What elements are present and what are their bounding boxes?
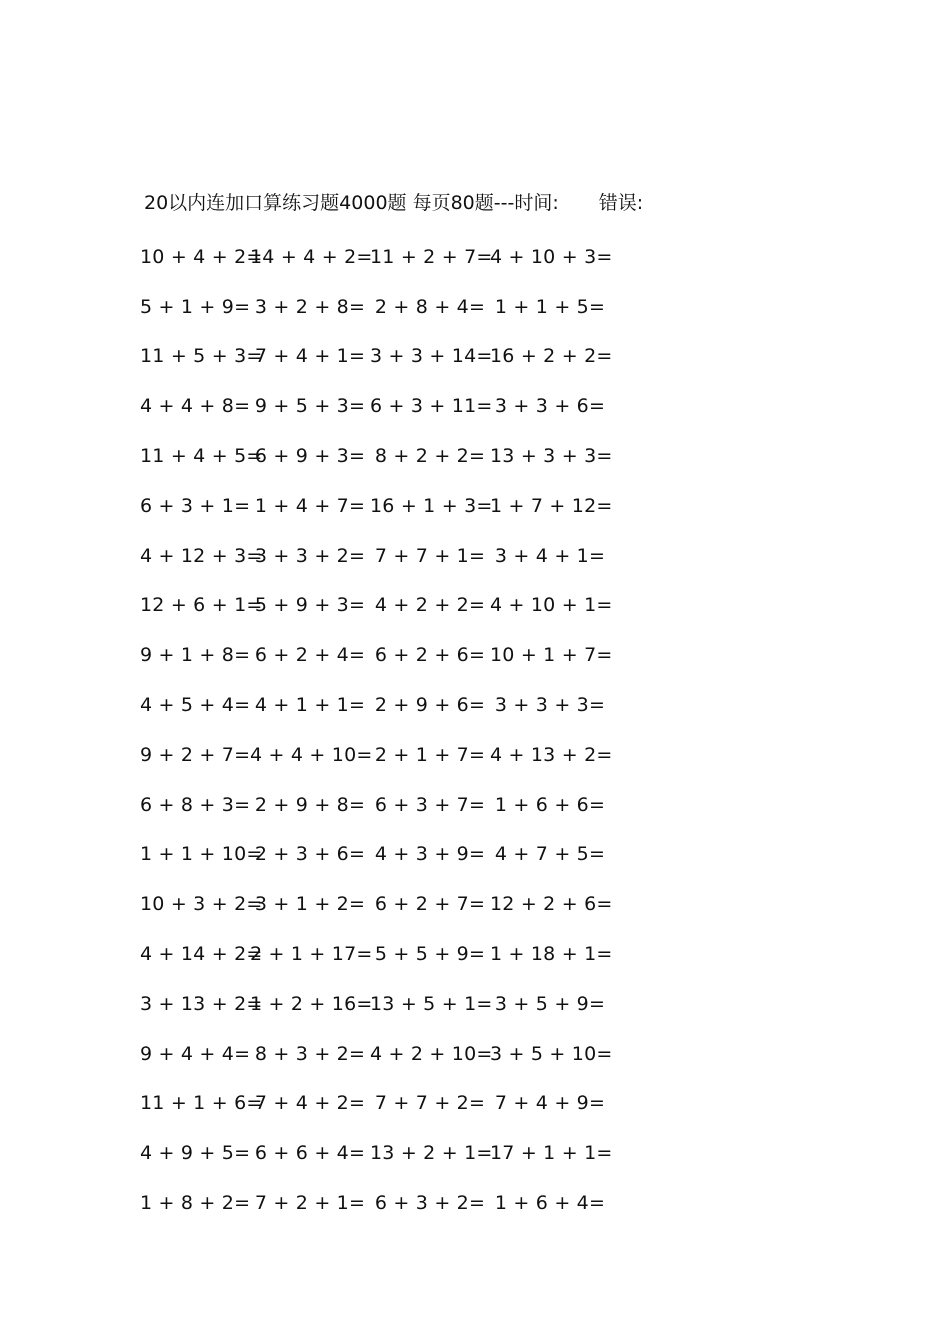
problem-item: 6 + 3 + 11=: [370, 395, 493, 418]
problem-item: 2 + 3 + 6=: [254, 843, 366, 866]
problem-item: 5 + 5 + 9=: [374, 943, 486, 966]
problem-item: 1 + 4 + 7=: [254, 494, 366, 517]
problem-item: 7 + 2 + 1=: [254, 1192, 366, 1215]
problem-item: 4 + 10 + 3=: [490, 245, 613, 268]
problem-item: 2 + 1 + 17=: [250, 943, 373, 966]
problem-item: 1 + 18 + 1=: [490, 943, 613, 966]
problem-row: [140, 879, 640, 929]
problem-item: 9 + 2 + 7=: [140, 743, 251, 766]
problem-item: 6 + 2 + 7=: [374, 893, 486, 916]
problem-row: [140, 630, 640, 680]
problem-row: [140, 531, 640, 581]
problem-item: 6 + 3 + 7=: [374, 793, 486, 816]
problem-item: 4 + 5 + 4=: [140, 694, 251, 717]
problem-item: 17 + 1 + 1=: [490, 1142, 613, 1165]
problem-item: 11 + 4 + 5=: [140, 445, 263, 468]
problem-item: 8 + 3 + 2=: [254, 1042, 366, 1065]
problem-item: 3 + 5 + 9=: [494, 992, 606, 1015]
worksheet-title: 20以内连加口算练习题4000题 每页80题---时间:: [144, 191, 559, 214]
problem-item: 3 + 1 + 2=: [254, 893, 366, 916]
problem-row: [140, 830, 640, 880]
problem-row: [140, 581, 640, 631]
problem-item: 11 + 1 + 6=: [140, 1092, 263, 1115]
problem-item: 4 + 4 + 8=: [140, 395, 251, 418]
problem-item: 4 + 10 + 1=: [490, 594, 613, 617]
problem-item: 4 + 3 + 9=: [374, 843, 486, 866]
problem-item: 3 + 3 + 2=: [254, 544, 366, 567]
problem-row: [140, 1079, 640, 1129]
problem-item: 13 + 5 + 1=: [370, 992, 493, 1015]
problem-item: 7 + 7 + 1=: [374, 544, 486, 567]
problem-item: 5 + 1 + 9=: [140, 295, 251, 318]
problem-item: 1 + 1 + 5=: [494, 295, 606, 318]
problem-item: 13 + 2 + 1=: [370, 1142, 493, 1165]
problem-row: [140, 730, 640, 780]
problem-item: 9 + 4 + 4=: [140, 1042, 251, 1065]
problem-grid: [140, 232, 640, 1228]
problem-item: 12 + 6 + 1=: [140, 594, 263, 617]
problem-item: 1 + 2 + 16=: [250, 992, 373, 1015]
problem-item: 6 + 3 + 2=: [374, 1192, 486, 1215]
problem-row: [140, 1029, 640, 1079]
problem-row: [140, 282, 640, 332]
problem-item: 11 + 5 + 3=: [140, 345, 263, 368]
problem-item: 3 + 13 + 2=: [140, 992, 263, 1015]
problem-item: 4 + 2 + 2=: [374, 594, 486, 617]
problem-item: 10 + 3 + 2=: [140, 893, 263, 916]
problem-item: 5 + 9 + 3=: [254, 594, 366, 617]
problem-row: [140, 481, 640, 531]
problem-item: 2 + 8 + 4=: [374, 295, 486, 318]
problem-item: 4 + 13 + 2=: [490, 743, 613, 766]
problem-item: 4 + 4 + 10=: [250, 743, 373, 766]
problem-row: [140, 431, 640, 481]
problem-item: 3 + 4 + 1=: [494, 544, 606, 567]
problem-item: 3 + 5 + 10=: [490, 1042, 613, 1065]
problem-item: 12 + 2 + 6=: [490, 893, 613, 916]
problem-item: 4 + 2 + 10=: [370, 1042, 493, 1065]
problem-item: 1 + 6 + 6=: [494, 793, 606, 816]
problem-item: 4 + 14 + 2=: [140, 943, 263, 966]
problem-item: 14 + 4 + 2=: [250, 245, 373, 268]
problem-item: 3 + 2 + 8=: [254, 295, 366, 318]
problem-item: 1 + 7 + 12=: [490, 494, 613, 517]
problem-row: [140, 979, 640, 1029]
problem-item: 10 + 4 + 2=: [140, 245, 263, 268]
problem-item: 2 + 9 + 6=: [374, 694, 486, 717]
problem-item: 4 + 1 + 1=: [254, 694, 366, 717]
problem-item: 3 + 3 + 3=: [494, 694, 606, 717]
problem-item: 1 + 6 + 4=: [494, 1192, 606, 1215]
problem-item: 6 + 3 + 1=: [140, 494, 251, 517]
problem-item: 1 + 8 + 2=: [140, 1192, 251, 1215]
problem-row: [140, 381, 640, 431]
worksheet-header: [144, 186, 643, 216]
problem-item: 3 + 3 + 6=: [494, 395, 606, 418]
problem-row: [140, 929, 640, 979]
problem-item: 16 + 2 + 2=: [490, 345, 613, 368]
problem-item: 4 + 12 + 3=: [140, 544, 263, 567]
problem-item: 2 + 1 + 7=: [374, 743, 486, 766]
problem-row: [140, 780, 640, 830]
problem-item: 6 + 2 + 6=: [374, 644, 486, 667]
problem-row: [140, 1178, 640, 1228]
problem-item: 13 + 3 + 3=: [490, 445, 613, 468]
problem-item: 6 + 8 + 3=: [140, 793, 251, 816]
problem-row: [140, 332, 640, 382]
problem-item: 7 + 4 + 9=: [494, 1092, 606, 1115]
problem-item: 6 + 2 + 4=: [254, 644, 366, 667]
problem-item: 9 + 1 + 8=: [140, 644, 251, 667]
problem-item: 4 + 9 + 5=: [140, 1142, 251, 1165]
problem-item: 4 + 7 + 5=: [494, 843, 606, 866]
problem-item: 10 + 1 + 7=: [490, 644, 613, 667]
problem-item: 11 + 2 + 7=: [370, 245, 493, 268]
errors-label: 错误:: [598, 191, 644, 214]
problem-item: 7 + 4 + 2=: [254, 1092, 366, 1115]
problem-item: 9 + 5 + 3=: [254, 395, 366, 418]
problem-item: 7 + 4 + 1=: [254, 345, 366, 368]
problem-row: [140, 680, 640, 730]
problem-item: 3 + 3 + 14=: [370, 345, 493, 368]
problem-item: 6 + 9 + 3=: [254, 445, 366, 468]
problem-item: 2 + 9 + 8=: [254, 793, 366, 816]
problem-item: 7 + 7 + 2=: [374, 1092, 486, 1115]
problem-row: [140, 1128, 640, 1178]
problem-row: [140, 232, 640, 282]
problem-item: 1 + 1 + 10=: [140, 843, 263, 866]
problem-item: 8 + 2 + 2=: [374, 445, 486, 468]
problem-item: 16 + 1 + 3=: [370, 494, 493, 517]
problem-item: 6 + 6 + 4=: [254, 1142, 366, 1165]
